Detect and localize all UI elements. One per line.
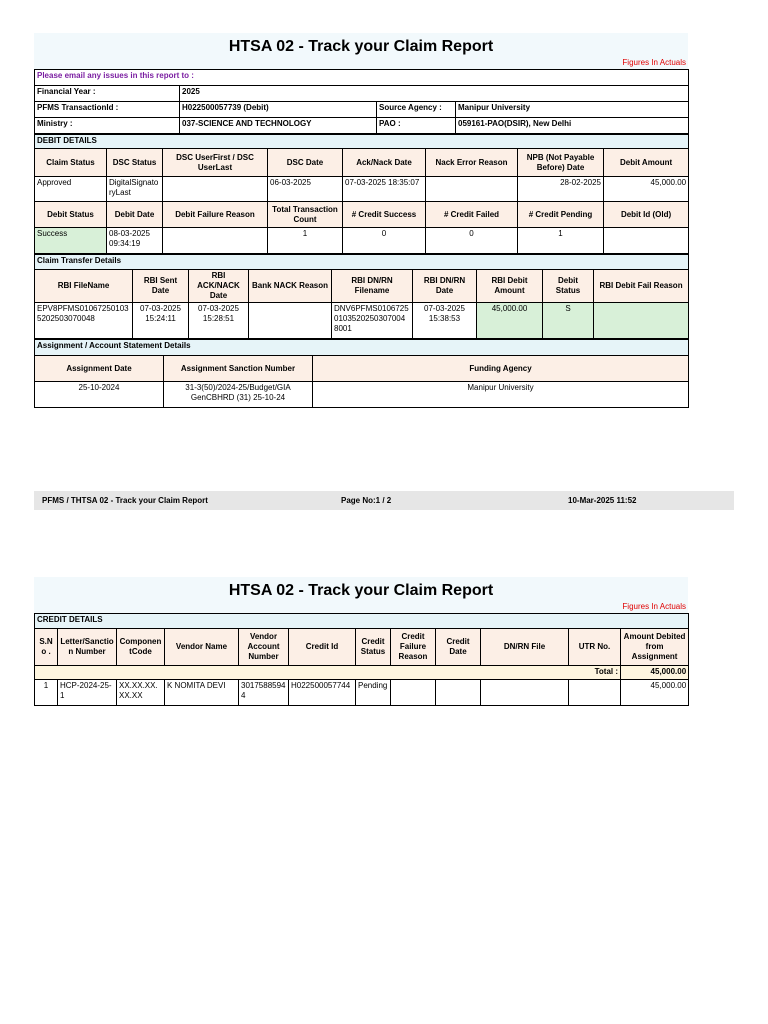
header-bank-nack-reason: Bank NACK Reason [249, 270, 332, 303]
npb-date-value: 28-02-2025 [518, 177, 604, 202]
header-claim-status: Claim Status [35, 149, 107, 177]
header-dsc-date: DSC Date [268, 149, 343, 177]
financial-year-label: Financial Year : [35, 86, 180, 102]
header-assignment-date: Assignment Date [35, 356, 164, 382]
header-credit-success: # Credit Success [343, 202, 426, 228]
rbi-dnrn-filename-value: DNV6PFMS01067250103520250307004 8001 [332, 303, 413, 339]
total-value: 45,000.00 [621, 666, 689, 680]
rbi-filename-value: EPV8PFMS010672501035202503070048 [35, 303, 133, 339]
header-letter-sanction-number: Letter/Sanction Number [58, 629, 117, 666]
header-funding-agency: Funding Agency [313, 356, 689, 382]
debit-details-table [34, 134, 689, 254]
header-credit-pending: # Credit Pending [518, 202, 604, 228]
header-credit-failed: # Credit Failed [426, 202, 518, 228]
report-page-2 [34, 577, 688, 706]
report-page-1 [34, 33, 688, 408]
header-rbi-sent-date: RBI Sent Date [133, 270, 189, 303]
claim-transfer-table [34, 254, 689, 339]
rbi-debit-fail-reason-value [594, 303, 689, 339]
header-credit-status: Credit Status [356, 629, 391, 666]
funding-agency-value: Manipur University [313, 382, 689, 408]
credit-details-table [34, 613, 689, 706]
dsc-date-value: 06-03-2025 [268, 177, 343, 202]
header-dnrn-file: DN/RN File [481, 629, 569, 666]
rbi-debit-status-value: S [543, 303, 594, 339]
header-credit-date: Credit Date [436, 629, 481, 666]
credit-failed-value: 0 [426, 228, 518, 254]
header-assignment-sanction-number: Assignment Sanction Number [164, 356, 313, 382]
header-debit-status-rbi: Debit Status [543, 270, 594, 303]
ack-nack-date-value: 07-03-2025 18:35:07 [343, 177, 426, 202]
debit-id-old-value [604, 228, 689, 254]
vendor-account-number-value: 30175885944 [239, 680, 289, 706]
bank-nack-reason-value [249, 303, 332, 339]
header-credit-failure-reason: Credit Failure Reason [391, 629, 436, 666]
header-rbi-dnrn-date: RBI DN/RN Date [413, 270, 477, 303]
amount-debited-value: 45,000.00 [621, 680, 689, 706]
header-debit-status: Debit Status [35, 202, 107, 228]
debit-details-section: DEBIT DETAILS [35, 135, 689, 149]
header-utr-no: UTR No. [569, 629, 621, 666]
financial-year-value: 2025 [180, 86, 689, 102]
info-table [34, 69, 689, 134]
header-dsc-status: DSC Status [107, 149, 163, 177]
assignment-date-value: 25-10-2024 [35, 382, 164, 408]
header-component-code: ComponentCode [117, 629, 165, 666]
header-rbi-debit-amount: RBI Debit Amount [477, 270, 543, 303]
header-rbi-dnrn-filename: RBI DN/RN Filename [332, 270, 413, 303]
header-ack-nack-date: Ack/Nack Date [343, 149, 426, 177]
source-agency-label: Source Agency : [377, 102, 456, 118]
source-agency-value: Manipur University [456, 102, 689, 118]
credit-date-value [436, 680, 481, 706]
assignment-sanction-number-value: 31-3(50)/2024-25/Budget/GIA GenCBHRD (31) 25-10-24 [164, 382, 313, 408]
debit-status-value: Success [35, 228, 107, 254]
footer-page-number: Page No:1 / 2 [341, 496, 392, 505]
header-rbi-filename: RBI FileName [35, 270, 133, 303]
utr-no-value [569, 680, 621, 706]
header-rbi-ack-nack-date: RBI ACK/NACK Date [189, 270, 249, 303]
credit-pending-value: 1 [518, 228, 604, 254]
header-debit-id-old: Debit Id (Old) [604, 202, 689, 228]
report-title-bar-2 [34, 577, 688, 613]
credit-id-value: H022500057744 [289, 680, 356, 706]
report-title-2: HTSA 02 - Track your Claim Report [228, 582, 494, 599]
dsc-status-value: DigitalSignatoryLast [107, 177, 163, 202]
rbi-ack-nack-date-value: 07-03-2025 15:28:51 [189, 303, 249, 339]
ministry-value: 037-SCIENCE AND TECHNOLOGY [180, 118, 377, 134]
footer-report-path: PFMS / THTSA 02 - Track your Claim Report [42, 496, 208, 505]
report-title-bar [34, 33, 688, 69]
debit-amount-value: 45,000.00 [604, 177, 689, 202]
credit-sno-value: 1 [35, 680, 58, 706]
header-vendor-account-number: Vendor Account Number [239, 629, 289, 666]
header-npb-date: NPB (Not Payable Before) Date [518, 149, 604, 177]
dsc-user-value [163, 177, 268, 202]
vendor-name-value: K NOMITA DEVI [165, 680, 239, 706]
header-debit-date: Debit Date [107, 202, 163, 228]
report-title: HTSA 02 - Track your Claim Report [228, 38, 494, 55]
component-code-value: XX.XX.XX.XX.XX [117, 680, 165, 706]
figures-note: Figures In Actuals [622, 58, 686, 67]
claim-status-value: Approved [35, 177, 107, 202]
rbi-dnrn-date-value: 07-03-2025 15:38:53 [413, 303, 477, 339]
dnrn-file-value [481, 680, 569, 706]
nack-error-reason-value [426, 177, 518, 202]
debit-date-value: 08-03-2025 09:34:19 [107, 228, 163, 254]
figures-note-2: Figures In Actuals [622, 602, 686, 611]
credit-failure-reason-value [391, 680, 436, 706]
credit-status-value: Pending [356, 680, 391, 706]
header-amount-debited: Amount Debited from Assignment [621, 629, 689, 666]
pao-value: 059161-PAO(DSIR), New Delhi [456, 118, 689, 134]
header-total-transaction-count: Total Transaction Count [268, 202, 343, 228]
page-footer [34, 491, 734, 510]
footer-date: 10-Mar-2025 11:52 [568, 496, 637, 505]
email-note: Please email any issues in this report to : [35, 70, 689, 86]
assignment-section: Assignment / Account Statement Details [35, 340, 689, 356]
header-debit-failure-reason: Debit Failure Reason [163, 202, 268, 228]
claim-transfer-section: Claim Transfer Details [35, 255, 689, 270]
header-debit-amount: Debit Amount [604, 149, 689, 177]
pfms-transaction-label: PFMS TransactionId : [35, 102, 180, 118]
total-label: Total : [35, 666, 621, 680]
pfms-transaction-value: H022500057739 (Debit) [180, 102, 377, 118]
pao-label: PAO : [377, 118, 456, 134]
assignment-table [34, 339, 689, 408]
rbi-debit-amount-value: 45,000.00 [477, 303, 543, 339]
header-rbi-debit-fail-reason: RBI Debit Fail Reason [594, 270, 689, 303]
letter-sanction-number-value: HCP-2024-25-1 [58, 680, 117, 706]
total-transaction-count-value: 1 [268, 228, 343, 254]
debit-failure-reason-value [163, 228, 268, 254]
header-dsc-user: DSC UserFirst / DSC UserLast [163, 149, 268, 177]
header-credit-id: Credit Id [289, 629, 356, 666]
header-sno: S.No . [35, 629, 58, 666]
header-nack-error-reason: Nack Error Reason [426, 149, 518, 177]
rbi-sent-date-value: 07-03-2025 15:24:11 [133, 303, 189, 339]
credit-details-section: CREDIT DETAILS [35, 614, 689, 629]
header-vendor-name: Vendor Name [165, 629, 239, 666]
credit-success-value: 0 [343, 228, 426, 254]
ministry-label: Ministry : [35, 118, 180, 134]
